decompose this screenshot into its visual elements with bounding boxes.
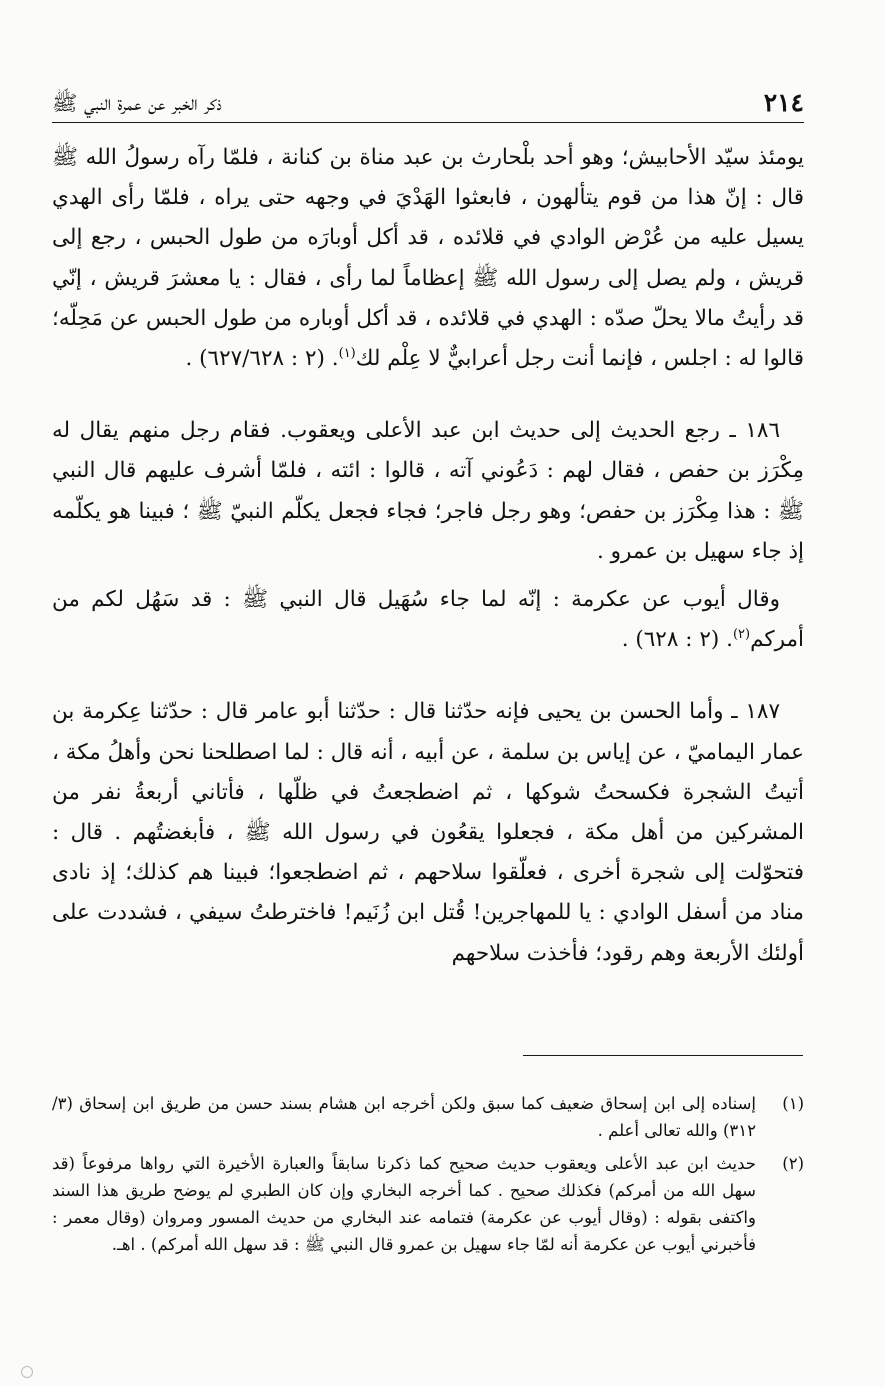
paragraph-187: ١٨٧ ـ وأما الحسن بن يحيى فإنه حدّثنا قال : حدّثنا أبو عامر قال : حدّثنا عِكرمة بن عمار اليماميّ ، عن إياس بن سلمة ، عن أبيه ، أنه قال : لما اصطلحنا نحن وأهلُ مكة ، أتيتُ الشجرة فكسحتُ شوكها ، ثم اضطجعتُ في ظلّها ، فأتاني أربعةُ نفر من المشركين من أهل مكة ، فجعلوا يقعُون في رسول الله ﷺ ، فأبغضتُهم . قال : فتحوّلت إلى شجرة أخرى ، فعلّقوا سلاحهم ، ثم اضطجعوا؛ فبينا هم كذلك؛ إذ نادى مناد من أسفل الوادي : يا للمهاجرين! قُتل ابن زُنَيم! فاخترطتُ سيفي ، فشددت على أولئك الأربعة وهم رقود؛ فأخذت سلاحهم <box>52 699 804 966</box>
footnote-divider <box>523 1055 803 1056</box>
main-text <box>52 138 804 974</box>
paragraph-1-text: يومئذ سيّد الأحابيش؛ وهو أحد بلْحارث بن عبد مناة بن كنانة ، فلمّا رآه رسولُ الله ﷺ قال : إنّ هذا من قوم يتألهون ، فابعثوا الهَدْيَ في وجهه حتى يراه ، فلمّا رأى الهدي يسيل عليه من عُرْض الوادي في قلائده ، قد أكل أوبارَه من طول الحبس ، رجع إلى قريش ، ولم يصل إلى رسول الله ﷺ إعظاماً لما رأى ، فقال : يا معشرَ قريش ، إنّي قد رأيتُ مالا يحلّ صدّه : الهدي في قلائده ، قد أكل أوباره من طول الحبس عن مَحِلّه؛ قالوا له : اجلس ، فإنما أنت رجل أعرابيٌّ لا عِلْم لك <box>52 145 804 372</box>
footnote-2 <box>52 1150 804 1258</box>
footnote-ref-1: (١) <box>338 345 356 361</box>
footnote-ref-2: (٢) <box>732 627 751 643</box>
paragraph-1 <box>52 138 804 379</box>
footnote-text: حديث ابن عبد الأعلى ويعقوب حديث صحيح كما ذكرنا سابقاً والعبارة الأخيرة التي رواها مرفوعاً (قد سهل الله من أمركم) فكذلك صحيح . كما أخرجه البخاري وإن كان الطبري لم يوضح طريق هذا السند واكتفى بقوله : (وقال أيوب عن عكرمة) فتمامه عند البخاري من حديث المسور ومروان (وقال معمر : فأخبرني أيوب عن عكرمة أنه لمّا جاء سهيل بن عمرو قال النبي ﷺ : قد سهل الله أمركم) . اهـ. <box>52 1154 756 1254</box>
footnote-text: إسناده إلى ابن إسحاق ضعيف كما سبق ولكن أخرجه ابن هشام بسند حسن من طريق ابن إسحاق (٣/ ٣١٢) والله تعالى أعلم . <box>52 1094 756 1140</box>
scan-mark <box>21 1366 33 1378</box>
footnote-1 <box>52 1090 804 1144</box>
running-title: ذكر الخبر عن عمرة النبي ﷺ <box>52 91 222 115</box>
paragraph-ayyub-text: وقال أيوب عن عكرمة : إنّه لما جاء سُهَيل قال النبي ﷺ : قد سَهُل لكم من أمركم <box>52 587 804 653</box>
footnotes <box>52 1090 804 1264</box>
paragraph-1-citation: . (٢ : ٦٢٧/٦٢٨) . <box>185 346 339 372</box>
page-header <box>52 84 804 123</box>
footnote-number: (١) <box>782 1094 804 1113</box>
footnote-number: (٢) <box>782 1154 804 1173</box>
paragraph-ayyub <box>52 580 804 660</box>
paragraph-ayyub-citation: . (٢ : ٦٢٨) . <box>621 627 733 653</box>
page-number: ٢١٤ <box>763 88 804 117</box>
paragraph-186: ١٨٦ ـ رجع الحديث إلى حديث ابن عبد الأعلى ويعقوب. فقام رجل منهم يقال له مِكْرَز بن حفص ، فقال لهم : دَعُوني آته ، قالوا : ائته ، فلمّا أشرف عليهم قال النبي ﷺ : هذا مِكْرَز بن حفص؛ وهو رجل فاجر؛ فجاء فجعل يكلّم النبيّ ﷺ ؛ فبينا هو يكلّمه إذ جاء سهيل بن عمرو . <box>52 418 804 564</box>
